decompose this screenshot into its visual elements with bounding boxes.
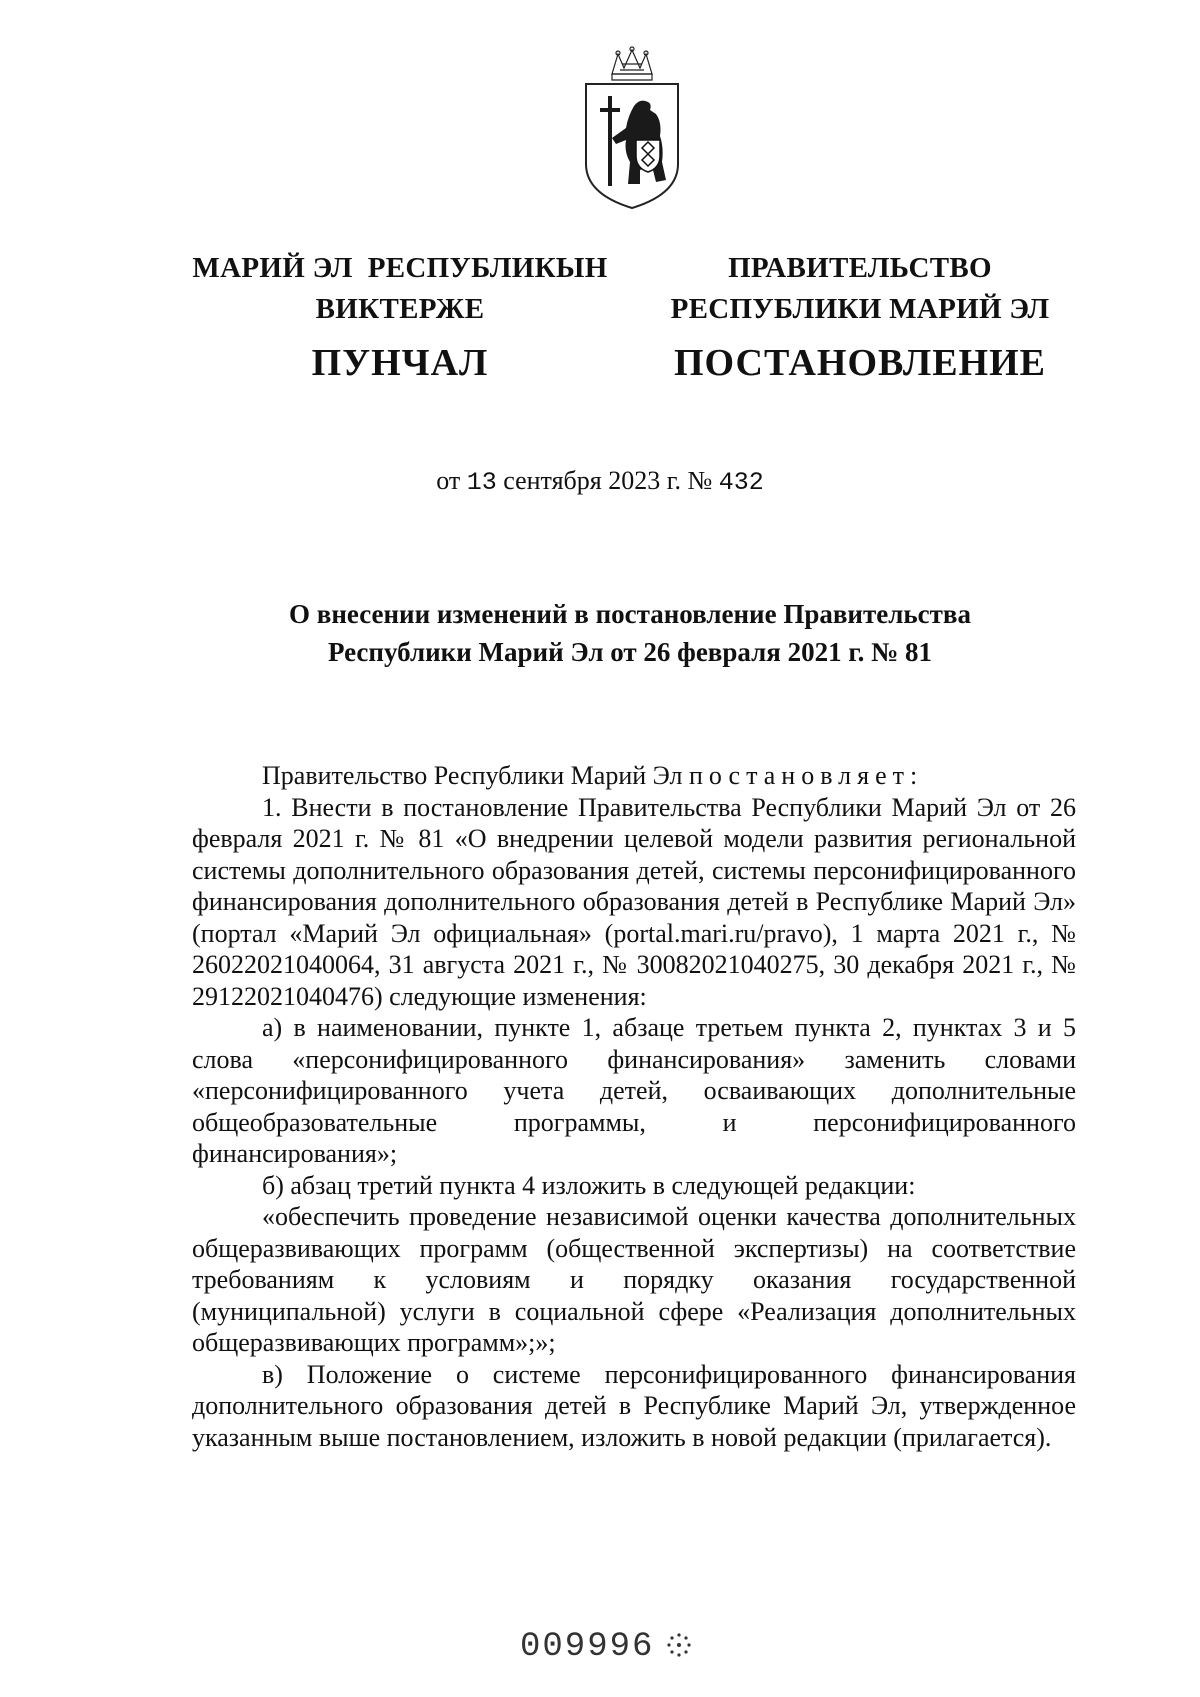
date-prefix: от [436,466,461,495]
coat-of-arms-icon [582,44,682,210]
document-number: 432 [718,468,764,497]
intro-spaced: постановляет: [688,761,924,790]
title-line1: О внесении изменений в постановление Правительства [289,599,971,629]
date-day: 13 [466,468,497,497]
paragraph-a: а) в наименовании, пункте 1, абзаце третьем пункта 2, пунктах 3 и 5 слова «персонифицированного финансирования» заменить словами «персонифицированного учета детей, осваивающих дополнительные общеобразовательные программы, и персонифицированного финансирования»; [192,1013,1076,1168]
header-right-line1: ПРАВИТЕЛЬСТВО [728,252,992,284]
document-title [190,595,1070,671]
header-left-doc-type: ПУНЧАЛ [311,342,489,384]
document-date-line [0,466,1200,497]
intro-prefix: Правительство Республики Марий Эл [262,761,683,790]
header-right-doc-type: ПОСТАНОВЛЕНИЕ [673,342,1047,384]
date-month-year: сентября 2023 г. № [503,466,713,495]
paragraph-1: 1. Внести в постановление Правительства Республики Марий Эл от 26 февраля 2021 г. № 81 «О внедрении целевой модели развития региональной системы дополнительного образования детей, системы персонифицированного финансирования дополнительного образования детей в Республике Марий Эл» (портал «Марий Эл официальная» (portal.mari.ru/pravo), 1 марта 2021 г., № 26022021040064, 31 августа 2021 г., № 30082021040275, 30 декабря 2021 г., № 29122021040476) следующие изменения: [192,792,1076,1011]
intro-paragraph [192,760,1076,792]
serial-number: 009996 [520,1628,655,1666]
paragraph-b: б) абзац третий пункта 4 изложить в следующей редакции: [262,1170,916,1200]
paragraph-v: в) Положение о системе персонифицированного финансирования дополнительного образования детей в Республике Марий Эл, утвержденное указанным выше постановлением, изложить в новой редакции (прилагается). [192,1359,1076,1452]
title-line2: Республики Марий Эл от 26 февраля 2021 г. № 81 [327,637,932,667]
document-body [192,760,1076,1453]
paragraph-b-quote: «обеспечить проведение независимой оценки качества дополнительных общеразвивающих программ (общественной экспертизы) на соответствие требованиям к условиям и порядку оказания государственной (муниципальной) услуги в социальной сфере «Реализация дополнительных общеразвивающих программ»;»; [192,1202,1076,1357]
header-left-line1: МАРИЙ ЭЛ РЕСПУБЛИКЫН [192,252,608,284]
asterisk-icon [666,1632,692,1658]
header-right-line2: РЕСПУБЛИКИ МАРИЙ ЭЛ [670,293,1050,325]
header-right-russian [650,248,1070,386]
header-left-mari [175,248,625,386]
header-left-line2: ВИКТЕРЖЕ [315,293,485,325]
